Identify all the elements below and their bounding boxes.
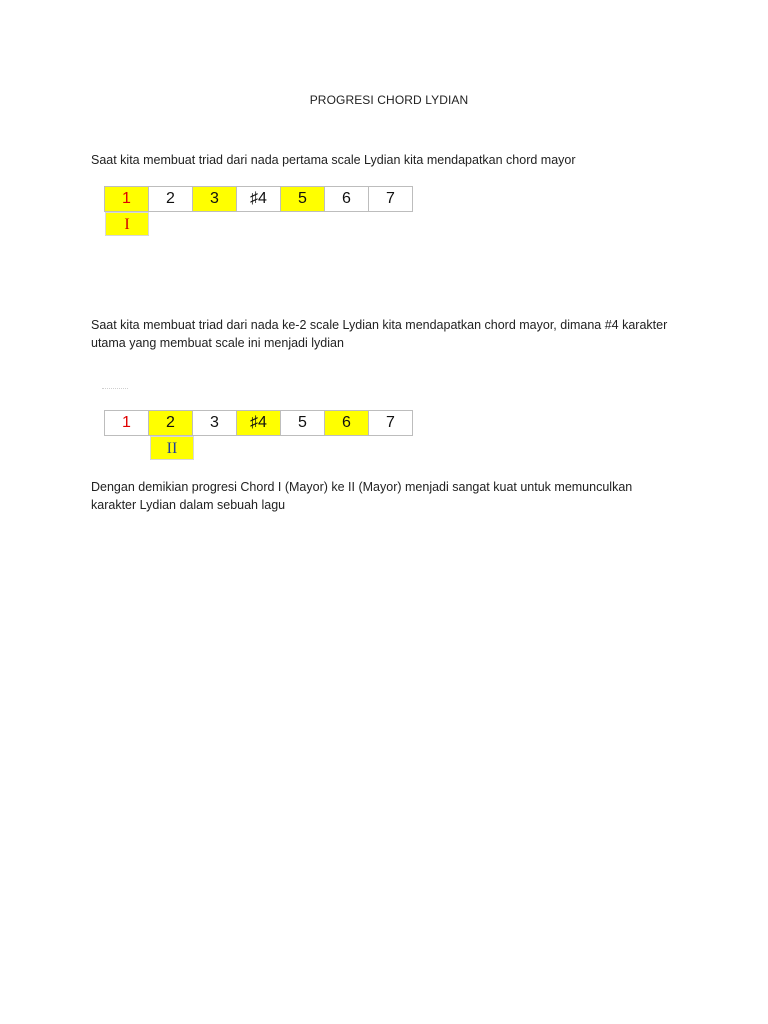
paragraph-1: Saat kita membuat triad dari nada pertama scale Lydian kita mendapatkan chord mayor: [91, 153, 576, 167]
t1-degree-4: ♯4: [237, 187, 281, 212]
paragraph-2-line-2: utama yang membuat scale ini menjadi lydian: [91, 336, 344, 350]
t2-degree-7: 7: [369, 411, 413, 436]
t1-degree-5: 5: [281, 187, 325, 212]
t2-degree-3: 3: [193, 411, 237, 436]
t2-degree-6: 6: [325, 411, 369, 436]
t1-degree-3: 3: [193, 187, 237, 212]
scale-table-1: [104, 186, 413, 212]
scale-table-2: [104, 410, 413, 436]
t2-degree-4: ♯4: [237, 411, 281, 436]
t2-degree-1: 1: [105, 411, 149, 436]
t2-degree-5: 5: [281, 411, 325, 436]
paragraph-2-line-1: Saat kita membuat triad dari nada ke-2 scale Lydian kita mendapatkan chord mayor, dimana #4 karakter: [91, 318, 668, 332]
roman-numeral-II: II: [150, 436, 194, 460]
t1-degree-6: 6: [325, 187, 369, 212]
faint-dotted-mark: [102, 388, 128, 391]
t1-degree-7: 7: [369, 187, 413, 212]
paragraph-3-line-2: karakter Lydian dalam sebuah lagu: [91, 498, 286, 512]
t2-degree-2: 2: [149, 411, 193, 436]
page-title: PROGRESI CHORD LYDIAN: [309, 93, 469, 107]
roman-numeral-I: I: [105, 212, 149, 236]
t1-degree-2: 2: [149, 187, 193, 212]
t1-degree-1: 1: [105, 187, 149, 212]
paragraph-3-line-1: Dengan demikian progresi Chord I (Mayor) ke II (Mayor) menjadi sangat kuat untuk memunculkan: [91, 480, 633, 494]
